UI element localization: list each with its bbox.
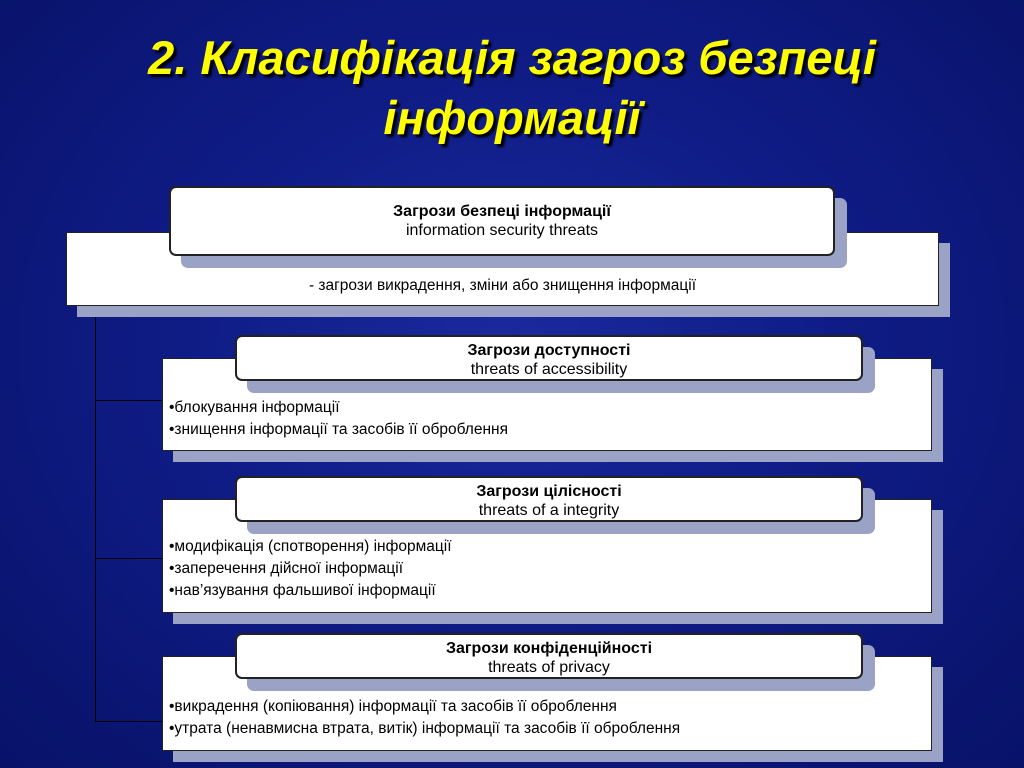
slide-title-line-2: інформації	[383, 91, 641, 144]
main-header	[169, 186, 835, 256]
accessibility-header	[235, 335, 863, 381]
connector-trunk	[95, 304, 96, 722]
accessibility-title: Загрози доступності	[467, 342, 631, 359]
list-item: •утрата (ненавмисна втрата, витік) інформації та засобів її оброблення	[169, 720, 681, 737]
integrity-header	[235, 476, 863, 522]
accessibility-list	[169, 397, 508, 441]
connector-branch-accessibility	[95, 400, 163, 401]
integrity-subtitle: threats of a integrity	[478, 502, 620, 519]
list-item: •заперечення дійсної інформації	[169, 560, 403, 577]
list-item: •нав’язування фальшивої інформації	[169, 582, 436, 599]
list-item: •викрадення (копіювання) інформації та засобів її оброблення	[169, 698, 617, 715]
slide-title-line-1: 2. Класифікація загроз безпеці	[148, 31, 876, 84]
privacy-list	[169, 696, 680, 740]
connector-branch-integrity	[95, 558, 163, 559]
main-description: - загрози викрадення, зміни або знищення інформації	[308, 277, 697, 294]
main-header-title: Загрози безпеці інформації	[393, 203, 611, 220]
list-item: •блокування інформації	[169, 399, 340, 416]
integrity-title: Загрози цілісності	[476, 483, 622, 500]
privacy-title: Загрози конфіденційності	[445, 640, 653, 657]
accessibility-subtitle: threats of accessibility	[470, 361, 628, 378]
main-header-subtitle: information security threats	[405, 222, 599, 239]
privacy-header	[235, 633, 863, 679]
privacy-subtitle: threats of privacy	[488, 659, 610, 676]
slide-title	[0, 28, 1024, 148]
integrity-list	[169, 536, 452, 602]
list-item: •знищення інформації та засобів її оброблення	[169, 421, 508, 438]
list-item: •модифікація (спотворення) інформації	[169, 538, 452, 555]
connector-branch-privacy	[95, 721, 163, 722]
